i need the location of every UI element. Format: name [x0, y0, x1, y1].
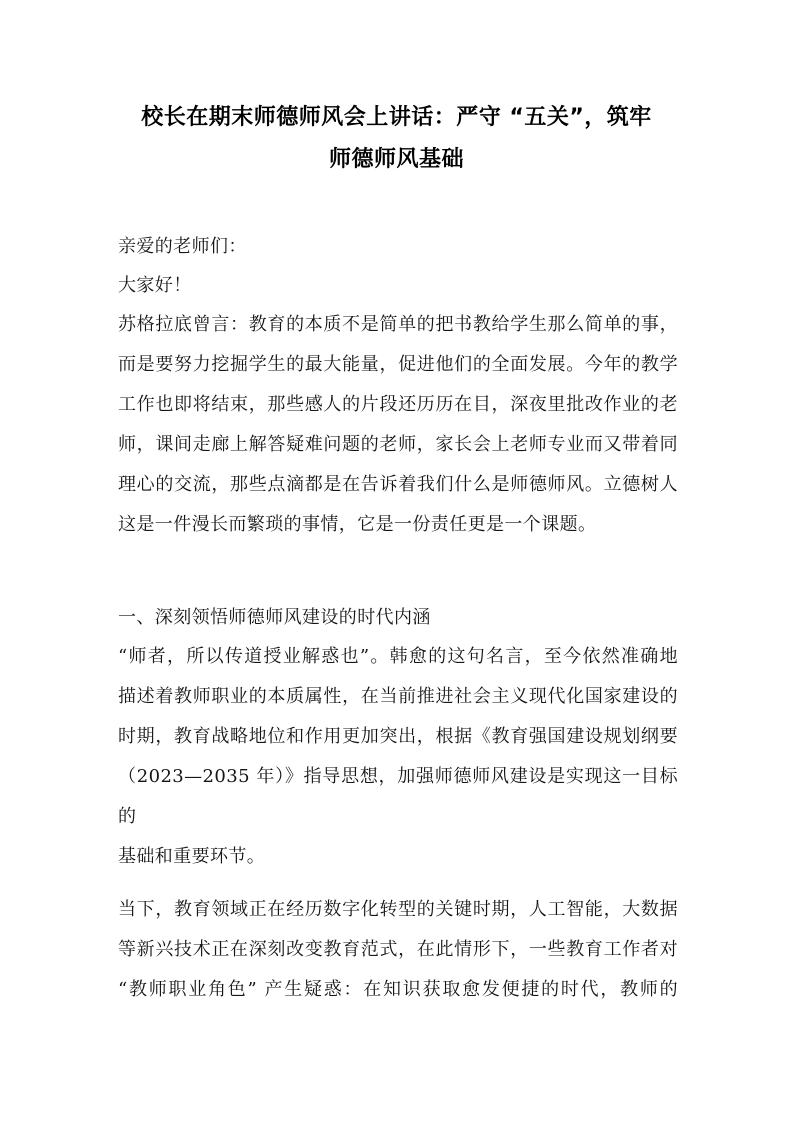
s1p1-line-3: 时期，教育战略地位和作用更加突出，根据《教育强国建设规划纲要 — [118, 726, 678, 747]
intro-line-3: 工作也即将结束，那些感人的片段还历历在目，深夜里批改作业的老 — [118, 394, 678, 415]
s1p1-line-5: 基础和重要环节。 — [118, 846, 266, 867]
salutation-text: 亲爱的老师们： — [118, 236, 247, 257]
title-line-1: 校长在期末师德师风会上讲话：严守 “五关”，筑牢 — [141, 105, 652, 130]
section-1-paragraph-1 — [118, 637, 678, 877]
document-title — [100, 97, 693, 181]
intro-line-5: 理心的交流，那些点滴都是在告诉着我们什么是师德师风。立德树人 — [118, 474, 678, 495]
s1p2-line-2: 等新兴技术正在深刻改变教育范式，在此情形下，一些教育工作者对 — [118, 939, 678, 960]
intro-paragraph — [118, 305, 678, 545]
section-1-paragraph-2 — [118, 890, 678, 1010]
s1p1-line-1: “师者，所以传道授业解惑也”。韩愈的这句名言，至今依然准确地 — [118, 646, 678, 667]
s1p2-line-3: “教师职业角色” 产生疑惑：在知识获取愈发便捷的时代，教师的 — [118, 979, 678, 1000]
intro-line-1: 苏格拉底曾言：教育的本质不是简单的把书教给学生那么简单的事， — [118, 314, 678, 335]
salutation — [118, 227, 678, 267]
section-1-heading-text: 一、深刻领悟师德师风建设的时代内涵 — [118, 607, 431, 628]
intro-line-2: 而是要努力挖掘学生的最大能量，促进他们的全面发展。今年的教学 — [118, 354, 678, 375]
intro-line-6: 这是一件漫长而繁琐的事情，它是一份责任更是一个课题。 — [118, 514, 597, 535]
section-1-heading — [118, 598, 678, 638]
s1p2-line-1: 当下，教育领域正在经历数字化转型的关键时期，人工智能，大数据 — [118, 899, 678, 920]
s1p1-line-4: （2023—2035 年）》指导思想，加强师德师风建设是实现这一目标的 — [118, 766, 678, 827]
title-line-2: 师德师风基础 — [328, 147, 464, 172]
greeting — [118, 266, 678, 306]
greeting-text: 大家好！ — [118, 275, 192, 296]
s1p1-line-2: 描述着教师职业的本质属性，在当前推进社会主义现代化国家建设的 — [118, 686, 678, 707]
intro-line-4: 师，课间走廊上解答疑难问题的老师，家长会上老师专业而又带着同 — [118, 434, 678, 455]
